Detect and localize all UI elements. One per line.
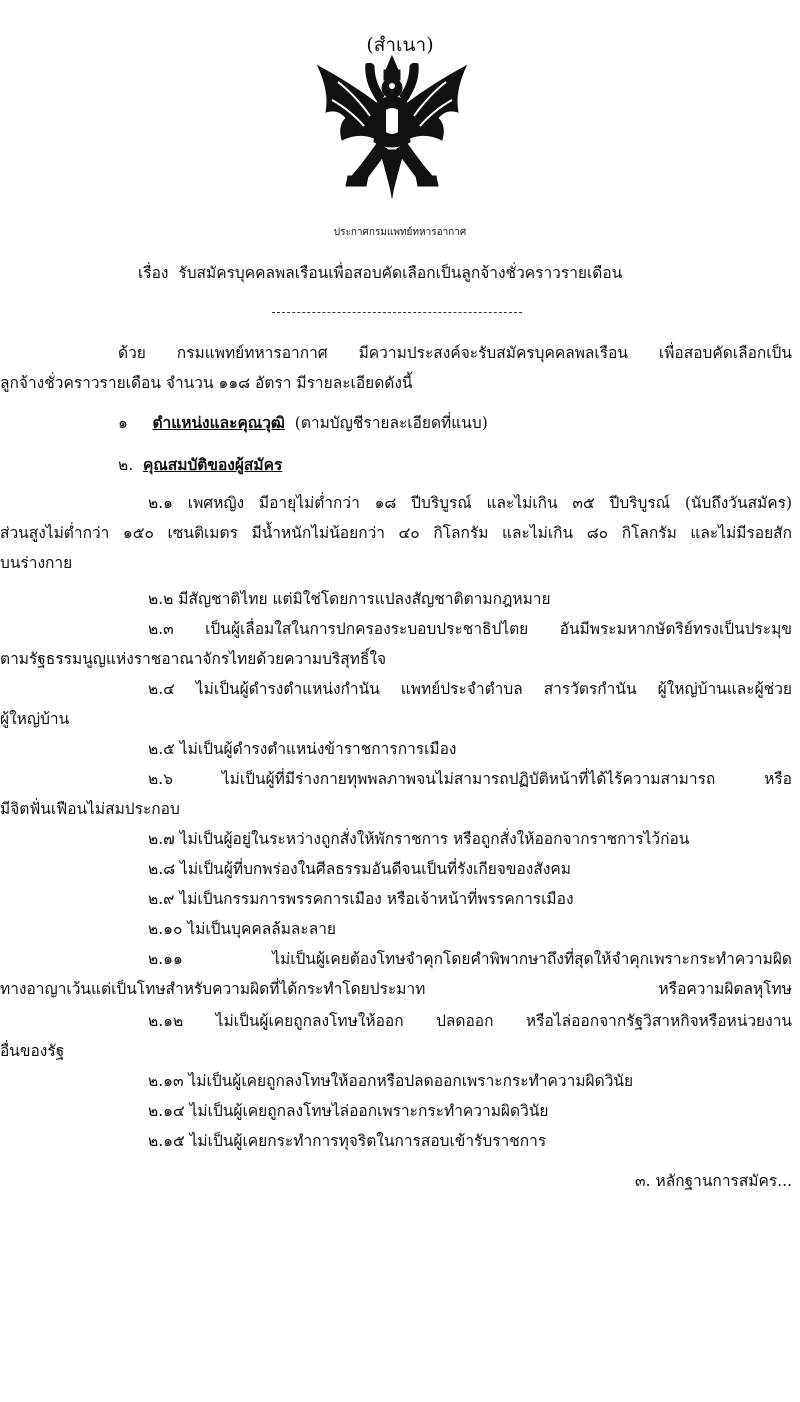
qualification-2-15: ๒.๑๕ ไม่เป็นผู้เคยกระทำการทุจริตในการสอบเข้ารับราชการ xyxy=(148,1132,547,1150)
qualification-2-13: ๒.๑๓ ไม่เป็นผู้เคยถูกลงโทษให้ออกหรือปลดออกเพราะกระทำความผิดวินัย xyxy=(148,1072,634,1090)
qualification-2-8: ๒.๘ ไม่เป็นผู้ที่บกพร่องในศีลธรรมอันดีจนเป็นที่รังเกียจของสังคม xyxy=(148,860,571,878)
intro-line-2: ลูกจ้างชั่วคราวรายเดือน จำนวน ๑๑๘ อัตรา มีรายละเอียดดังนี้ xyxy=(0,374,413,392)
section-1-number: ๑ xyxy=(118,414,128,432)
qualification-2-4-line-2: ผู้ใหญ่บ้าน xyxy=(0,710,70,728)
qualification-2-1-line-3: บนร่างกาย xyxy=(0,554,73,572)
qualification-2-11-line-2: ทางอาญาเว้นแต่เป็นโทษสำหรับความผิดที่ได้กระทำโดยประมาท หรือความผิดลหุโทษ xyxy=(0,980,792,998)
qualification-2-12-line-2: อื่นของรัฐ xyxy=(0,1042,65,1060)
copy-mark: (สำเนา) xyxy=(366,34,434,56)
qualification-2-9: ๒.๙ ไม่เป็นกรรมการพรรคการเมือง หรือเจ้าหน้าที่พรรคการเมือง xyxy=(148,890,574,908)
qualification-2-14: ๒.๑๔ ไม่เป็นผู้เคยถูกลงโทษไล่ออกเพราะกระทำความผิดวินัย xyxy=(148,1102,549,1120)
qualification-2-2: ๒.๒ มีสัญชาติไทย แต่มิใช่โดยการแปลงสัญชาติตามกฎหมาย xyxy=(148,590,551,608)
qualification-2-1-line-2: ส่วนสูงไม่ต่ำกว่า ๑๕๐ เซนติเมตร มีน้ำหนักไม่น้อยกว่า ๔๐ กิโลกรัม และไม่เกิน ๘๐ กิโลกรัม และไม่มีรอยสัก xyxy=(0,524,792,542)
qualification-2-4-line-1: ๒.๔ ไม่เป็นผู้ดำรงตำแหน่งกำนัน แพทย์ประจำตำบล สารวัตรกำนัน ผู้ใหญ่บ้านและผู้ช่วย xyxy=(148,680,792,698)
section-2-heading xyxy=(118,454,282,478)
page-continuation: ๓. หลักฐานการสมัคร... xyxy=(635,1172,792,1190)
subject-text: รับสมัครบุคคลพลเรือนเพื่อสอบคัดเลือกเป็นลูกจ้างชั่วคราวรายเดือน xyxy=(178,264,623,282)
section-1-title: ตำแหน่งและคุณวุฒิ xyxy=(152,413,285,432)
qualification-2-3-line-1: ๒.๓ เป็นผู้เลื่อมใสในการปกครองระบอบประชาธิปไตย อันมีพระมหากษัตริย์ทรงเป็นประมุข xyxy=(148,620,792,638)
announcement-title: ประกาศกรมแพทย์ทหารอากาศ xyxy=(333,227,467,238)
qualification-2-6-line-2: มีจิตฟั่นเฟือนไม่สมประกอบ xyxy=(0,800,180,818)
subject-line xyxy=(138,262,622,286)
qualification-2-12-line-1: ๒.๑๒ ไม่เป็นผู้เคยถูกลงโทษให้ออก ปลดออก หรือไล่ออกจากรัฐวิสาหกิจหรือหน่วยงาน xyxy=(148,1012,792,1030)
section-1-heading xyxy=(118,412,488,436)
section-2-title: คุณสมบัติของผู้สมัคร xyxy=(143,455,283,474)
qualification-2-5: ๒.๕ ไม่เป็นผู้ดำรงตำแหน่งข้าราชการการเมือง xyxy=(148,740,457,758)
qualification-2-7: ๒.๗ ไม่เป็นผู้อยู่ในระหว่างถูกสั่งให้พักราชการ หรือถูกสั่งให้ออกจากราชการไว้ก่อน xyxy=(148,830,690,848)
intro-line-1: ด้วย กรมแพทย์ทหารอากาศ มีความประสงค์จะรับสมัครบุคคลพลเรือน เพื่อสอบคัดเลือกเป็น xyxy=(118,344,792,362)
qualification-2-11-line-1: ๒.๑๑ ไม่เป็นผู้เคยต้องโทษจำคุกโดยคำพิพากษาถึงที่สุดให้จำคุกเพราะกระทำความผิด xyxy=(148,950,792,968)
subject-label: เรื่อง xyxy=(138,264,169,282)
qualification-2-6-line-1: ๒.๖ ไม่เป็นผู้ที่มีร่างกายทุพพลภาพจนไม่สามารถปฏิบัติหน้าที่ได้ไร้ความสามารถ หรือ xyxy=(148,770,792,788)
qualification-2-10: ๒.๑๐ ไม่เป็นบุคคลล้มละลาย xyxy=(148,920,337,938)
title-separator xyxy=(272,312,522,313)
garuda-emblem-icon xyxy=(308,52,476,202)
section-2-number: ๒. xyxy=(118,456,134,474)
section-1-note: (ตามบัญชีรายละเอียดที่แนบ) xyxy=(294,414,488,432)
qualification-2-3-line-2: ตามรัฐธรรมนูญแห่งราชอาณาจักรไทยด้วยความบริสุทธิ์ใจ xyxy=(0,650,387,668)
qualification-2-1-line-1: ๒.๑ เพศหญิง มีอายุไม่ต่ำกว่า ๑๘ ปีบริบูรณ์ และไม่เกิน ๓๕ ปีบริบูรณ์ (นับถึงวันสมัคร) xyxy=(148,494,792,512)
